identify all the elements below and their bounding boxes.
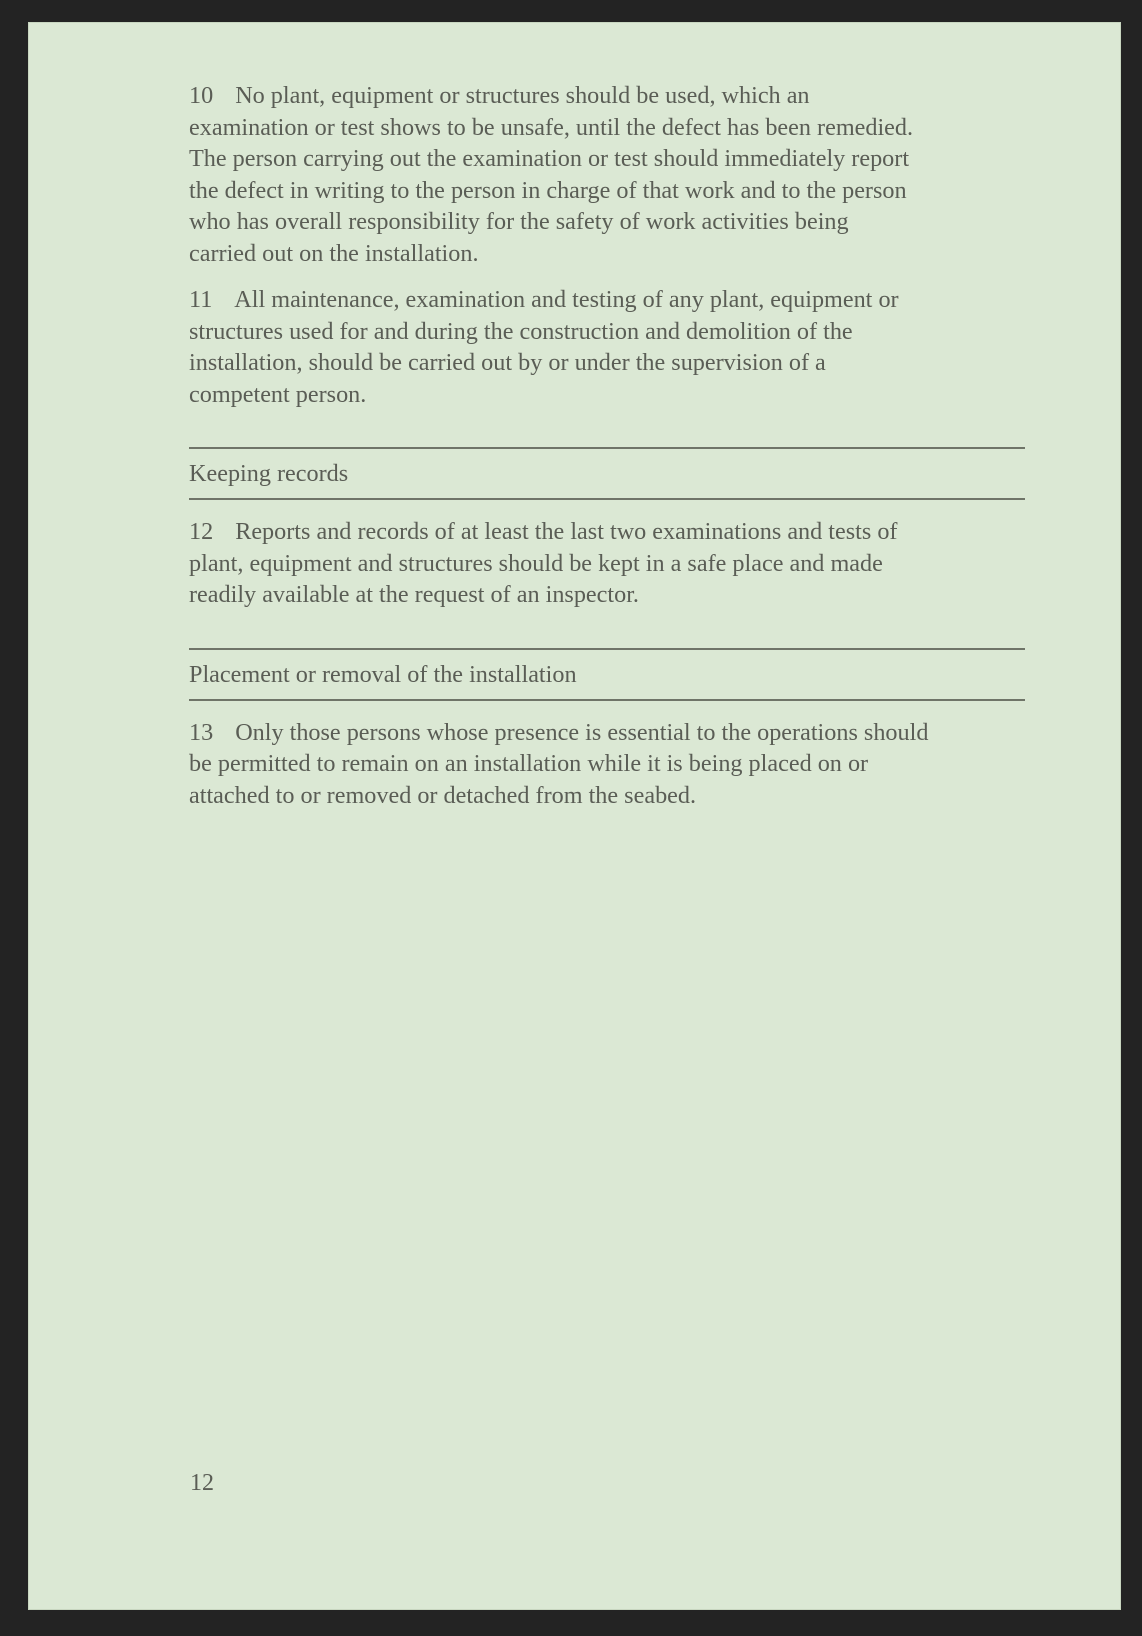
paragraph-line	[189, 284, 1029, 316]
paragraph-number: 13	[189, 718, 214, 746]
spacer	[189, 701, 1029, 717]
paragraph-text: All maintenance, examination and testing of any plant, equipment or	[234, 286, 899, 313]
paragraph-line	[189, 80, 1029, 112]
paragraph-text: No plant, equipment or structures should be used, which an	[235, 82, 810, 109]
paragraph-line: structures used for and during the construction and demolition of the	[189, 317, 853, 345]
paragraph-line	[189, 516, 1029, 548]
document-body	[189, 80, 1029, 811]
spacer	[189, 500, 1029, 516]
paragraph-text: Reports and records of at least the last two examinations and tests of	[235, 518, 898, 545]
spacer	[189, 410, 1029, 447]
section-heading-placement: Placement or removal of the installation	[189, 660, 577, 688]
document-page	[28, 22, 1121, 1610]
paragraph-line: be permitted to remain on an installation while it is being placed on or	[189, 750, 869, 777]
page-number: 12	[190, 1470, 214, 1496]
paragraph-line: examination or test shows to be unsafe, until the defect has been remedied.	[189, 113, 914, 141]
paragraph-line: carried out on the installation.	[189, 239, 479, 267]
paragraph-line: plant, equipment and structures should be kept in a safe place and made	[189, 549, 883, 577]
section-heading-keeping-records: Keeping records	[189, 460, 349, 487]
paragraph-number: 11	[189, 286, 213, 313]
paragraph-number: 10	[189, 82, 214, 109]
paragraph-line: who has overall responsibility for the safety of work activities being	[189, 208, 849, 235]
paragraph-text: Only those persons whose presence is essential to the operations should	[235, 718, 929, 746]
paragraph-line: readily available at the request of an inspector.	[189, 581, 639, 608]
paragraph-11	[189, 284, 1029, 410]
paragraph-line: installation, should be carried out by or under the supervision of a	[189, 349, 826, 376]
spacer	[189, 269, 1029, 284]
paragraph-line: competent person.	[189, 380, 367, 408]
paragraph-13	[189, 717, 1029, 812]
paragraph-line: attached to or removed or detached from the seabed.	[189, 781, 697, 809]
paragraph-10	[189, 80, 1029, 269]
paragraph-number: 12	[189, 518, 214, 545]
paragraph-line: The person carrying out the examination or test should immediately report	[189, 145, 910, 172]
paragraph-12	[189, 516, 1029, 611]
paragraph-line	[189, 717, 1029, 749]
spacer	[189, 611, 1029, 648]
paragraph-line: the defect in writing to the person in charge of that work and to the person	[189, 176, 907, 204]
